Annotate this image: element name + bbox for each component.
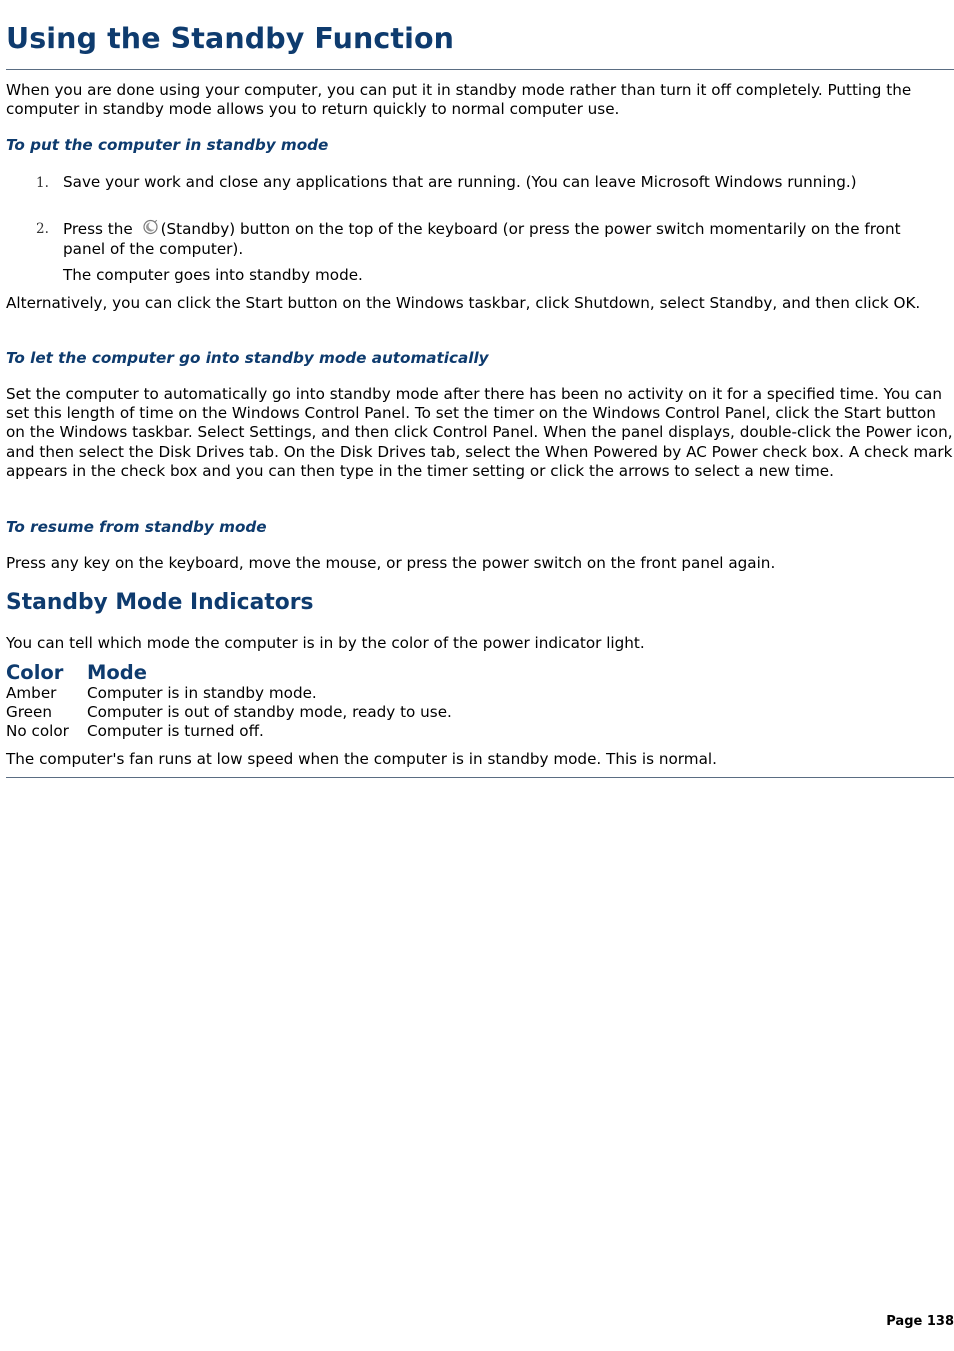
- title-divider: [6, 69, 954, 70]
- table-cell-mode: Computer is out of standby mode, ready to use.: [87, 703, 452, 721]
- step-text: Save your work and close any applications that are running. (You can leave Microsoft Windows running.): [63, 173, 857, 191]
- table-cell-mode: Computer is turned off.: [87, 722, 264, 740]
- page-title: Using the Standby Function: [6, 22, 455, 55]
- step-text-container: [63, 219, 943, 259]
- auto-standby-paragraph: Set the computer to automatically go into standby mode after there has been no activity on it for a specified time. You can set this length of time on the Windows Control Panel. To set the timer on the Windows Control Panel, click the Start button on the Windows taskbar. Select Settings, and then click Control Panel. When the panel displays, double-click the Power icon, and then select the Disk Drives tab. On the Disk Drives tab, select the When Powered by AC Power check box. A check mark appears in the check box and you can then type in the timer setting or click the arrows to select a new time.: [6, 385, 953, 480]
- table-cell-color: No color: [6, 722, 69, 740]
- bottom-divider: [6, 777, 954, 778]
- table-header-color: Color: [6, 661, 64, 684]
- section-heading-resume: To resume from standby mode: [6, 518, 267, 536]
- section-heading-put-standby: To put the computer in standby mode: [6, 136, 329, 154]
- standby-icon: [142, 219, 159, 235]
- resume-paragraph: Press any key on the keyboard, move the mouse, or press the power switch on the front panel again.: [6, 554, 776, 572]
- table-cell-color: Green: [6, 703, 52, 721]
- table-cell-mode: Computer is in standby mode.: [87, 684, 317, 702]
- table-header-mode: Mode: [87, 661, 147, 684]
- indicators-heading: Standby Mode Indicators: [6, 590, 314, 615]
- step-number: 2.: [36, 221, 49, 237]
- step-text-before: Press the: [63, 220, 133, 238]
- alternative-paragraph: Alternatively, you can click the Start button on the Windows taskbar, click Shutdown, select Standby, and then click OK.: [6, 294, 921, 312]
- fan-note: The computer's fan runs at low speed when the computer is in standby mode. This is normal.: [6, 750, 717, 768]
- intro-paragraph: When you are done using your computer, you can put it in standby mode rather than turn it off completely. Putting the computer in standby mode allows you to return quickly to normal computer use.: [6, 81, 912, 119]
- section-heading-auto-standby: To let the computer go into standby mode automatically: [6, 349, 489, 367]
- page-number: Page 138: [886, 1314, 954, 1329]
- step-result: The computer goes into standby mode.: [63, 266, 363, 284]
- indicators-intro: You can tell which mode the computer is in by the color of the power indicator light.: [6, 634, 645, 652]
- step-text-after: (Standby) button on the top of the keyboard (or press the power switch momentarily on the front panel of the computer).: [63, 220, 901, 258]
- table-cell-color: Amber: [6, 684, 57, 702]
- step-number: 1.: [36, 175, 49, 191]
